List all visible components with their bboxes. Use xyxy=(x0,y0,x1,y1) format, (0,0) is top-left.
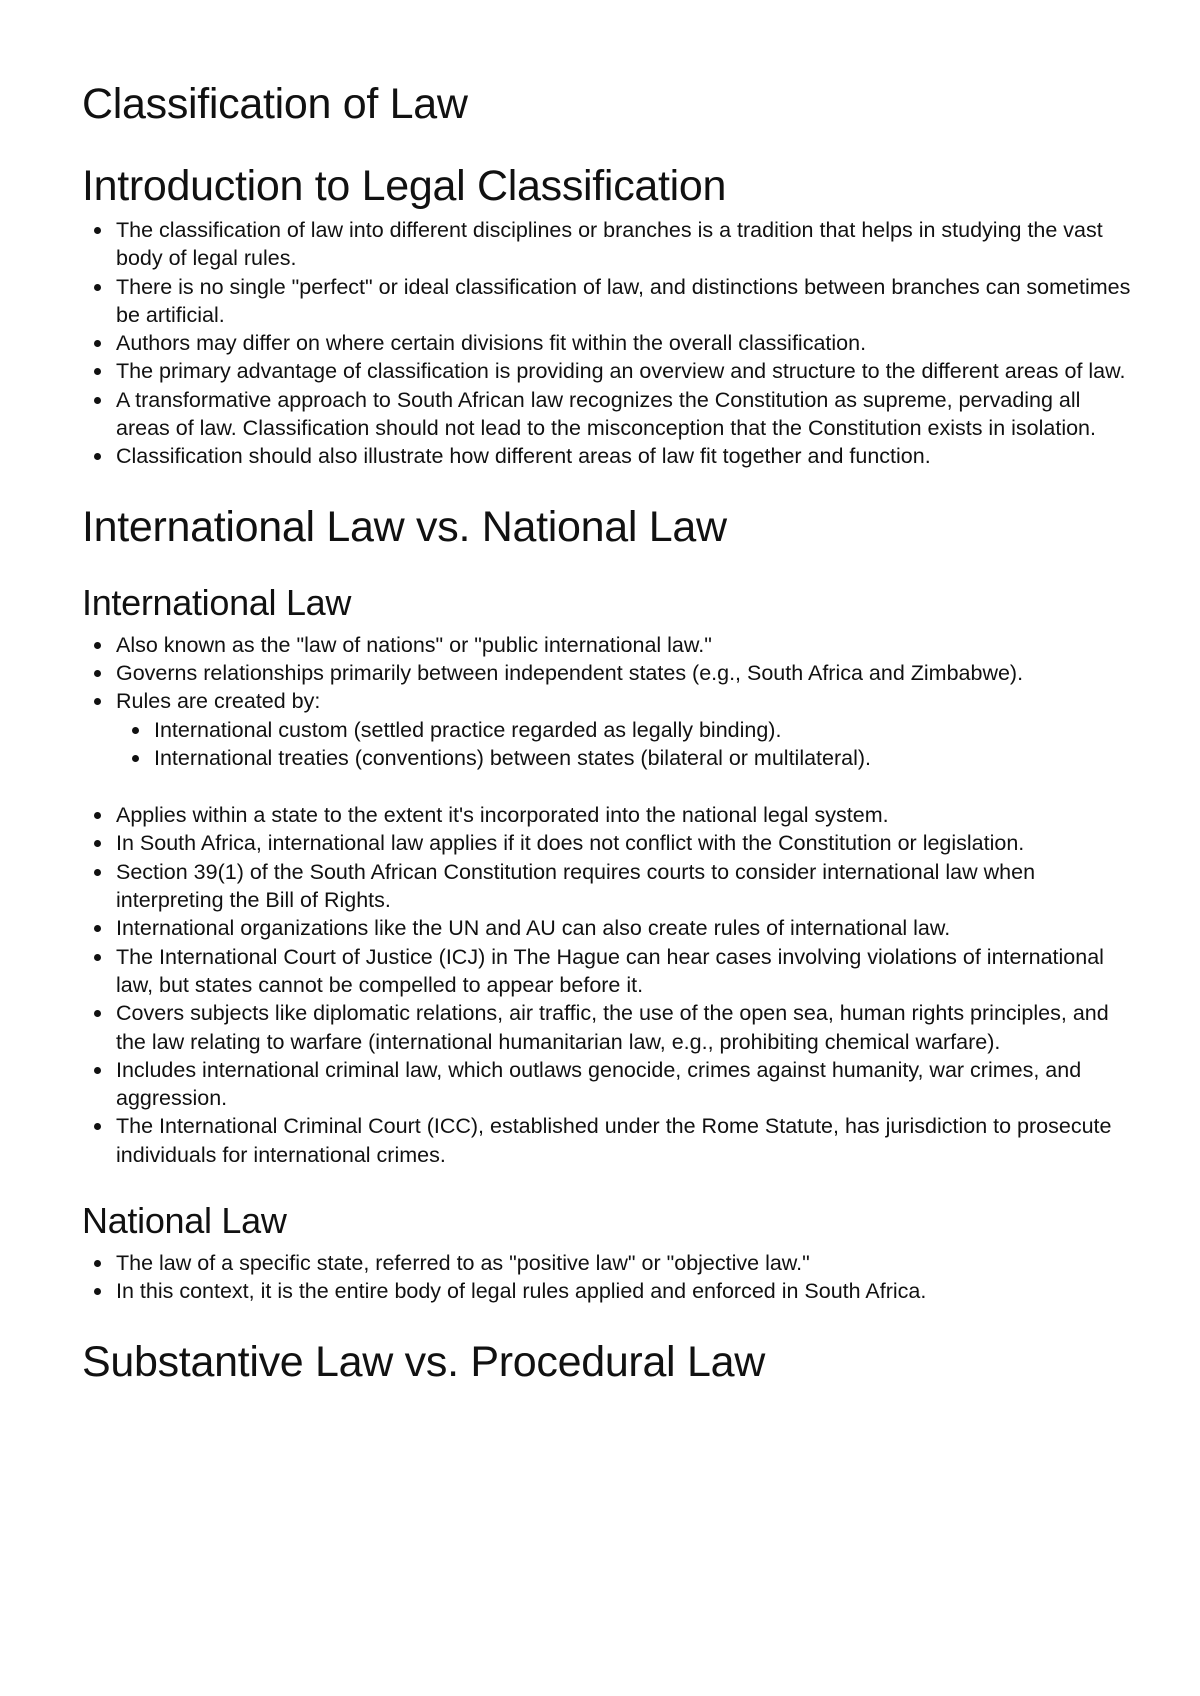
list-item: There is no single "perfect" or ideal classification of law, and distinctions between branches can sometimes be artificial. xyxy=(82,273,1140,330)
nested-list-item: International treaties (conventions) between states (bilateral or multilateral). xyxy=(120,744,1140,772)
list-item: In this context, it is the entire body of legal rules applied and enforced in South Africa. xyxy=(82,1277,1140,1305)
subsection-heading-international-law: International Law xyxy=(82,581,352,623)
list-item: The International Court of Justice (ICJ) in The Hague can hear cases involving violations of international law, but states cannot be compelled to appear before it. xyxy=(82,943,1140,1000)
list-item: Applies within a state to the extent it's incorporated into the national legal system. xyxy=(82,801,1140,829)
document-title: Classification of Law xyxy=(82,80,468,128)
list-item xyxy=(82,687,1140,772)
list-item: International organizations like the UN and AU can also create rules of international law. xyxy=(82,914,1140,942)
list-item: The classification of law into different disciplines or branches is a tradition that helps in studying the vast body of legal rules. xyxy=(82,216,1140,273)
introduction-list xyxy=(82,216,1140,471)
list-item: Section 39(1) of the South African Constitution requires courts to consider international law when interpreting the Bill of Rights. xyxy=(82,858,1140,915)
list-item: The law of a specific state, referred to as "positive law" or "objective law." xyxy=(82,1249,1140,1277)
list-item: The primary advantage of classification is providing an overview and structure to the different areas of law. xyxy=(82,357,1140,385)
subsection-heading-national-law: National Law xyxy=(82,1200,287,1242)
section-heading-substantive-vs-procedural: Substantive Law vs. Procedural Law xyxy=(82,1337,765,1386)
nested-list xyxy=(120,716,1140,773)
nested-list-item: International custom (settled practice regarded as legally binding). xyxy=(120,716,1140,744)
section-heading-introduction: Introduction to Legal Classification xyxy=(82,162,727,210)
section-heading-international-vs-national: International Law vs. National Law xyxy=(82,502,727,551)
list-item: In South Africa, international law applies if it does not conflict with the Constitution or legislation. xyxy=(82,829,1140,857)
list-item: The International Criminal Court (ICC), established under the Rome Statute, has jurisdiction to prosecute individuals for international crimes. xyxy=(82,1112,1140,1169)
list-item: Covers subjects like diplomatic relations, air traffic, the use of the open sea, human rights principles, and the law relating to warfare (international humanitarian law, e.g., prohibiting chemical warfare). xyxy=(82,999,1140,1056)
list-item: Includes international criminal law, which outlaws genocide, crimes against humanity, war crimes, and aggression. xyxy=(82,1056,1140,1113)
list-item: A transformative approach to South African law recognizes the Constitution as supreme, pervading all areas of law. Classification should not lead to the misconception that the Constitution exists in isolation. xyxy=(82,386,1140,443)
list-item: Authors may differ on where certain divisions fit within the overall classification. xyxy=(82,329,1140,357)
spacer xyxy=(82,772,1140,801)
national-law-list xyxy=(82,1249,1140,1306)
international-law-list-continued xyxy=(82,801,1140,1169)
list-item: Classification should also illustrate how different areas of law fit together and function. xyxy=(82,442,1140,470)
list-item: Governs relationships primarily between independent states (e.g., South Africa and Zimbabwe). xyxy=(82,659,1140,687)
international-law-list xyxy=(82,631,1140,772)
list-item-text: Rules are created by: xyxy=(116,689,321,714)
list-item: Also known as the "law of nations" or "public international law." xyxy=(82,631,1140,659)
